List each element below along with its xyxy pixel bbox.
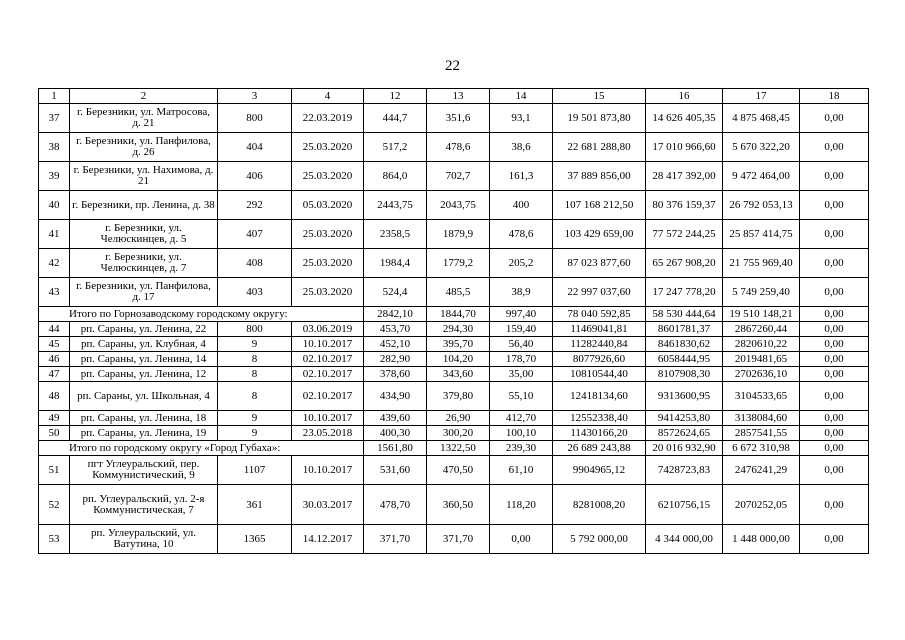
table-cell: 478,6 [490, 220, 553, 249]
address-cell: г. Березники, пр. Ленина, д. 38 [70, 191, 218, 220]
table-cell: 8 [218, 352, 292, 367]
address-cell: г. Березники, ул. Панфилова, д. 26 [70, 133, 218, 162]
table-cell: 161,3 [490, 162, 553, 191]
table-cell: 37 889 856,00 [553, 162, 646, 191]
table-cell: 361 [218, 485, 292, 525]
table-cell: 2702636,10 [723, 367, 800, 382]
table-cell: 41 [39, 220, 70, 249]
data-table [38, 88, 869, 554]
table-row [39, 525, 869, 554]
table-cell: 8601781,37 [646, 322, 723, 337]
table-cell: 2043,75 [427, 191, 490, 220]
table-cell: 10.10.2017 [292, 337, 364, 352]
table-cell: 42 [39, 249, 70, 278]
subtotal-cell: 0,00 [800, 441, 869, 456]
column-header: 14 [490, 89, 553, 104]
table-cell: 4 344 000,00 [646, 525, 723, 554]
table-cell: 7428723,83 [646, 456, 723, 485]
table-row [39, 220, 869, 249]
table-cell: 0,00 [490, 525, 553, 554]
table-cell: 52 [39, 485, 70, 525]
table-cell: 38 [39, 133, 70, 162]
table-cell: 25 857 414,75 [723, 220, 800, 249]
table-cell: 23.05.2018 [292, 426, 364, 441]
table-cell: 0,00 [800, 525, 869, 554]
table-cell: 02.10.2017 [292, 352, 364, 367]
table-cell: 8107908,30 [646, 367, 723, 382]
table-cell: 10.10.2017 [292, 411, 364, 426]
table-cell: 0,00 [800, 104, 869, 133]
table-cell: 0,00 [800, 367, 869, 382]
table-row [39, 162, 869, 191]
table-cell: 9 472 464,00 [723, 162, 800, 191]
table-cell: 55,10 [490, 382, 553, 411]
table-cell: 5 749 259,40 [723, 278, 800, 307]
column-header: 16 [646, 89, 723, 104]
subtotal-cell: 1844,70 [427, 307, 490, 322]
table-cell: 6058444,95 [646, 352, 723, 367]
column-header: 15 [553, 89, 646, 104]
table-cell: 0,00 [800, 322, 869, 337]
address-cell: рп. Сараны, ул. Школьная, 4 [70, 382, 218, 411]
table-cell: 4 875 468,45 [723, 104, 800, 133]
table-cell: 5 670 322,20 [723, 133, 800, 162]
table-cell: 0,00 [800, 352, 869, 367]
address-cell: рп. Сараны, ул. Ленина, 22 [70, 322, 218, 337]
column-header: 2 [70, 89, 218, 104]
table-row [39, 411, 869, 426]
subtotal-cell: 58 530 444,64 [646, 307, 723, 322]
table-cell: 8077926,60 [553, 352, 646, 367]
table-cell: 371,70 [427, 525, 490, 554]
table-row [39, 352, 869, 367]
table-cell: 864,0 [364, 162, 427, 191]
page-number: 22 [445, 58, 460, 74]
table-cell: 0,00 [800, 382, 869, 411]
table-cell: 46 [39, 352, 70, 367]
table-cell: 02.10.2017 [292, 382, 364, 411]
table-cell: 03.06.2019 [292, 322, 364, 337]
table-cell: 1879,9 [427, 220, 490, 249]
table-cell: 205,2 [490, 249, 553, 278]
table-cell: 47 [39, 367, 70, 382]
table-cell: 35,00 [490, 367, 553, 382]
table-cell: 9414253,80 [646, 411, 723, 426]
table-row [39, 426, 869, 441]
table-body [39, 89, 869, 554]
table-cell: 0,00 [800, 220, 869, 249]
column-header: 4 [292, 89, 364, 104]
table-cell: 77 572 244,25 [646, 220, 723, 249]
table-row [39, 337, 869, 352]
table-cell: 2070252,05 [723, 485, 800, 525]
table-cell: 26,90 [427, 411, 490, 426]
table-cell: 93,1 [490, 104, 553, 133]
table-cell: 11469041,81 [553, 322, 646, 337]
table-cell: 19 501 873,80 [553, 104, 646, 133]
table-cell: 12418134,60 [553, 382, 646, 411]
subtotal-cell: 0,00 [800, 307, 869, 322]
column-header: 1 [39, 89, 70, 104]
subtotal-label: Итого по городскому округу «Город Губаха»: [39, 441, 364, 456]
header-row [39, 89, 869, 104]
address-cell: рп. Сараны, ул. Ленина, 14 [70, 352, 218, 367]
table-cell: 05.03.2020 [292, 191, 364, 220]
address-cell: рп. Сараны, ул. Ленина, 18 [70, 411, 218, 426]
column-header: 18 [800, 89, 869, 104]
table-cell: 14 626 405,35 [646, 104, 723, 133]
table-cell: 0,00 [800, 133, 869, 162]
table-cell: 12552338,40 [553, 411, 646, 426]
table-cell: 159,40 [490, 322, 553, 337]
subtotal-cell: 6 672 310,98 [723, 441, 800, 456]
table-cell: 351,6 [427, 104, 490, 133]
table-cell: 104,20 [427, 352, 490, 367]
table-cell: 9 [218, 426, 292, 441]
table-row [39, 104, 869, 133]
subtotal-cell: 19 510 148,21 [723, 307, 800, 322]
table-cell: 21 755 969,40 [723, 249, 800, 278]
subtotal-cell: 239,30 [490, 441, 553, 456]
table-cell: 30.03.2017 [292, 485, 364, 525]
table-cell: 48 [39, 382, 70, 411]
subtotal-cell: 1561,80 [364, 441, 427, 456]
subtotal-cell: 26 689 243,88 [553, 441, 646, 456]
table-row [39, 249, 869, 278]
table-cell: 25.03.2020 [292, 278, 364, 307]
table-cell: 0,00 [800, 456, 869, 485]
table-cell: 11430166,20 [553, 426, 646, 441]
table-cell: 87 023 877,60 [553, 249, 646, 278]
table-cell: 25.03.2020 [292, 220, 364, 249]
table-cell: 2443,75 [364, 191, 427, 220]
table-cell: 407 [218, 220, 292, 249]
table-cell: 524,4 [364, 278, 427, 307]
table-cell: 10810544,40 [553, 367, 646, 382]
table-cell: 8461830,62 [646, 337, 723, 352]
table-cell: 10.10.2017 [292, 456, 364, 485]
table-row [39, 191, 869, 220]
table-cell: 8 [218, 367, 292, 382]
table-cell: 478,6 [427, 133, 490, 162]
table-cell: 22.03.2019 [292, 104, 364, 133]
table-row [39, 322, 869, 337]
table-cell: 300,20 [427, 426, 490, 441]
table-cell: 0,00 [800, 162, 869, 191]
table-cell: 25.03.2020 [292, 162, 364, 191]
table-cell: 408 [218, 249, 292, 278]
subtotal-row [39, 307, 869, 322]
table-cell: 478,70 [364, 485, 427, 525]
subtotal-label: Итого по Горнозаводскому городскому округу: [39, 307, 364, 322]
table-cell: 17 010 966,60 [646, 133, 723, 162]
table-cell: 452,10 [364, 337, 427, 352]
table-cell: 61,10 [490, 456, 553, 485]
table-cell: 3138084,60 [723, 411, 800, 426]
address-cell: г. Березники, ул. Челюскинцев, д. 7 [70, 249, 218, 278]
table-cell: 39 [39, 162, 70, 191]
table-cell: 1984,4 [364, 249, 427, 278]
table-cell: 38,9 [490, 278, 553, 307]
table-cell: 2857541,55 [723, 426, 800, 441]
subtotal-cell: 1322,50 [427, 441, 490, 456]
table-row [39, 367, 869, 382]
table-cell: 453,70 [364, 322, 427, 337]
subtotal-cell: 20 016 932,90 [646, 441, 723, 456]
table-cell: 49 [39, 411, 70, 426]
table-cell: 439,60 [364, 411, 427, 426]
table-cell: 412,70 [490, 411, 553, 426]
table-cell: 444,7 [364, 104, 427, 133]
table-cell: 400 [490, 191, 553, 220]
address-cell: г. Березники, ул. Панфилова, д. 17 [70, 278, 218, 307]
subtotal-cell: 78 040 592,85 [553, 307, 646, 322]
table-cell: 26 792 053,13 [723, 191, 800, 220]
table-cell: 0,00 [800, 278, 869, 307]
table-cell: 378,60 [364, 367, 427, 382]
table-cell: 65 267 908,20 [646, 249, 723, 278]
table-cell: 531,60 [364, 456, 427, 485]
subtotal-cell: 997,40 [490, 307, 553, 322]
table-row [39, 133, 869, 162]
table-cell: 6210756,15 [646, 485, 723, 525]
table-cell: 2476241,29 [723, 456, 800, 485]
table-cell: 2019481,65 [723, 352, 800, 367]
table-cell: 100,10 [490, 426, 553, 441]
table-cell: 0,00 [800, 426, 869, 441]
table-row [39, 456, 869, 485]
table-cell: 292 [218, 191, 292, 220]
table-cell: 294,30 [427, 322, 490, 337]
subtotal-cell: 2842,10 [364, 307, 427, 322]
column-header: 12 [364, 89, 427, 104]
table-cell: 3104533,65 [723, 382, 800, 411]
table-cell: 406 [218, 162, 292, 191]
table-cell: 0,00 [800, 485, 869, 525]
table-cell: 0,00 [800, 191, 869, 220]
table-cell: 38,6 [490, 133, 553, 162]
address-cell: рп. Углеуральский, ул. 2-я Коммунистическая, 7 [70, 485, 218, 525]
table-cell: 8 [218, 382, 292, 411]
table-cell: 282,90 [364, 352, 427, 367]
table-cell: 800 [218, 104, 292, 133]
table-cell: 1779,2 [427, 249, 490, 278]
table-cell: 103 429 659,00 [553, 220, 646, 249]
address-cell: рп. Углеуральский, ул. Ватутина, 10 [70, 525, 218, 554]
column-header: 13 [427, 89, 490, 104]
table-cell: 1365 [218, 525, 292, 554]
table-cell: 517,2 [364, 133, 427, 162]
table-cell: 371,70 [364, 525, 427, 554]
table-cell: 44 [39, 322, 70, 337]
table-cell: 22 681 288,80 [553, 133, 646, 162]
table-cell: 51 [39, 456, 70, 485]
table-row [39, 382, 869, 411]
table-cell: 56,40 [490, 337, 553, 352]
table-cell: 25.03.2020 [292, 133, 364, 162]
table-cell: 400,30 [364, 426, 427, 441]
table-cell: 118,20 [490, 485, 553, 525]
subtotal-row [39, 441, 869, 456]
address-cell: г. Березники, ул. Челюскинцев, д. 5 [70, 220, 218, 249]
table-cell: 485,5 [427, 278, 490, 307]
table-cell: 28 417 392,00 [646, 162, 723, 191]
table-cell: 2358,5 [364, 220, 427, 249]
table-cell: 2820610,22 [723, 337, 800, 352]
table-cell: 9904965,12 [553, 456, 646, 485]
table-cell: 37 [39, 104, 70, 133]
table-cell: 9313600,95 [646, 382, 723, 411]
table-cell: 14.12.2017 [292, 525, 364, 554]
address-cell: г. Березники, ул. Матросова, д. 21 [70, 104, 218, 133]
table-cell: 2867260,44 [723, 322, 800, 337]
table-cell: 403 [218, 278, 292, 307]
column-header: 3 [218, 89, 292, 104]
table-cell: 9 [218, 337, 292, 352]
address-cell: рп. Сараны, ул. Ленина, 12 [70, 367, 218, 382]
table-cell: 360,50 [427, 485, 490, 525]
table-cell: 17 247 778,20 [646, 278, 723, 307]
table-cell: 50 [39, 426, 70, 441]
table-cell: 9 [218, 411, 292, 426]
table-cell: 45 [39, 337, 70, 352]
table-cell: 404 [218, 133, 292, 162]
table-cell: 0,00 [800, 411, 869, 426]
table-cell: 11282440,84 [553, 337, 646, 352]
table-cell: 40 [39, 191, 70, 220]
table-cell: 434,90 [364, 382, 427, 411]
table-cell: 43 [39, 278, 70, 307]
address-cell: пгт Углеуральский, пер. Коммунистический, 9 [70, 456, 218, 485]
table-cell: 470,50 [427, 456, 490, 485]
table-row [39, 278, 869, 307]
table-cell: 0,00 [800, 249, 869, 278]
table-row [39, 485, 869, 525]
table-cell: 1107 [218, 456, 292, 485]
address-cell: рп. Сараны, ул. Клубная, 4 [70, 337, 218, 352]
table-cell: 379,80 [427, 382, 490, 411]
column-header: 17 [723, 89, 800, 104]
address-cell: рп. Сараны, ул. Ленина, 19 [70, 426, 218, 441]
table-cell: 343,60 [427, 367, 490, 382]
table-cell: 02.10.2017 [292, 367, 364, 382]
table-cell: 0,00 [800, 337, 869, 352]
address-cell: г. Березники, ул. Нахимова, д. 21 [70, 162, 218, 191]
table-cell: 702,7 [427, 162, 490, 191]
table-cell: 53 [39, 525, 70, 554]
table-cell: 107 168 212,50 [553, 191, 646, 220]
table-cell: 8572624,65 [646, 426, 723, 441]
table-cell: 5 792 000,00 [553, 525, 646, 554]
table-cell: 800 [218, 322, 292, 337]
table-cell: 1 448 000,00 [723, 525, 800, 554]
table-cell: 22 997 037,60 [553, 278, 646, 307]
table-cell: 25.03.2020 [292, 249, 364, 278]
table-cell: 395,70 [427, 337, 490, 352]
table-cell: 178,70 [490, 352, 553, 367]
table-cell: 8281008,20 [553, 485, 646, 525]
table-cell: 80 376 159,37 [646, 191, 723, 220]
